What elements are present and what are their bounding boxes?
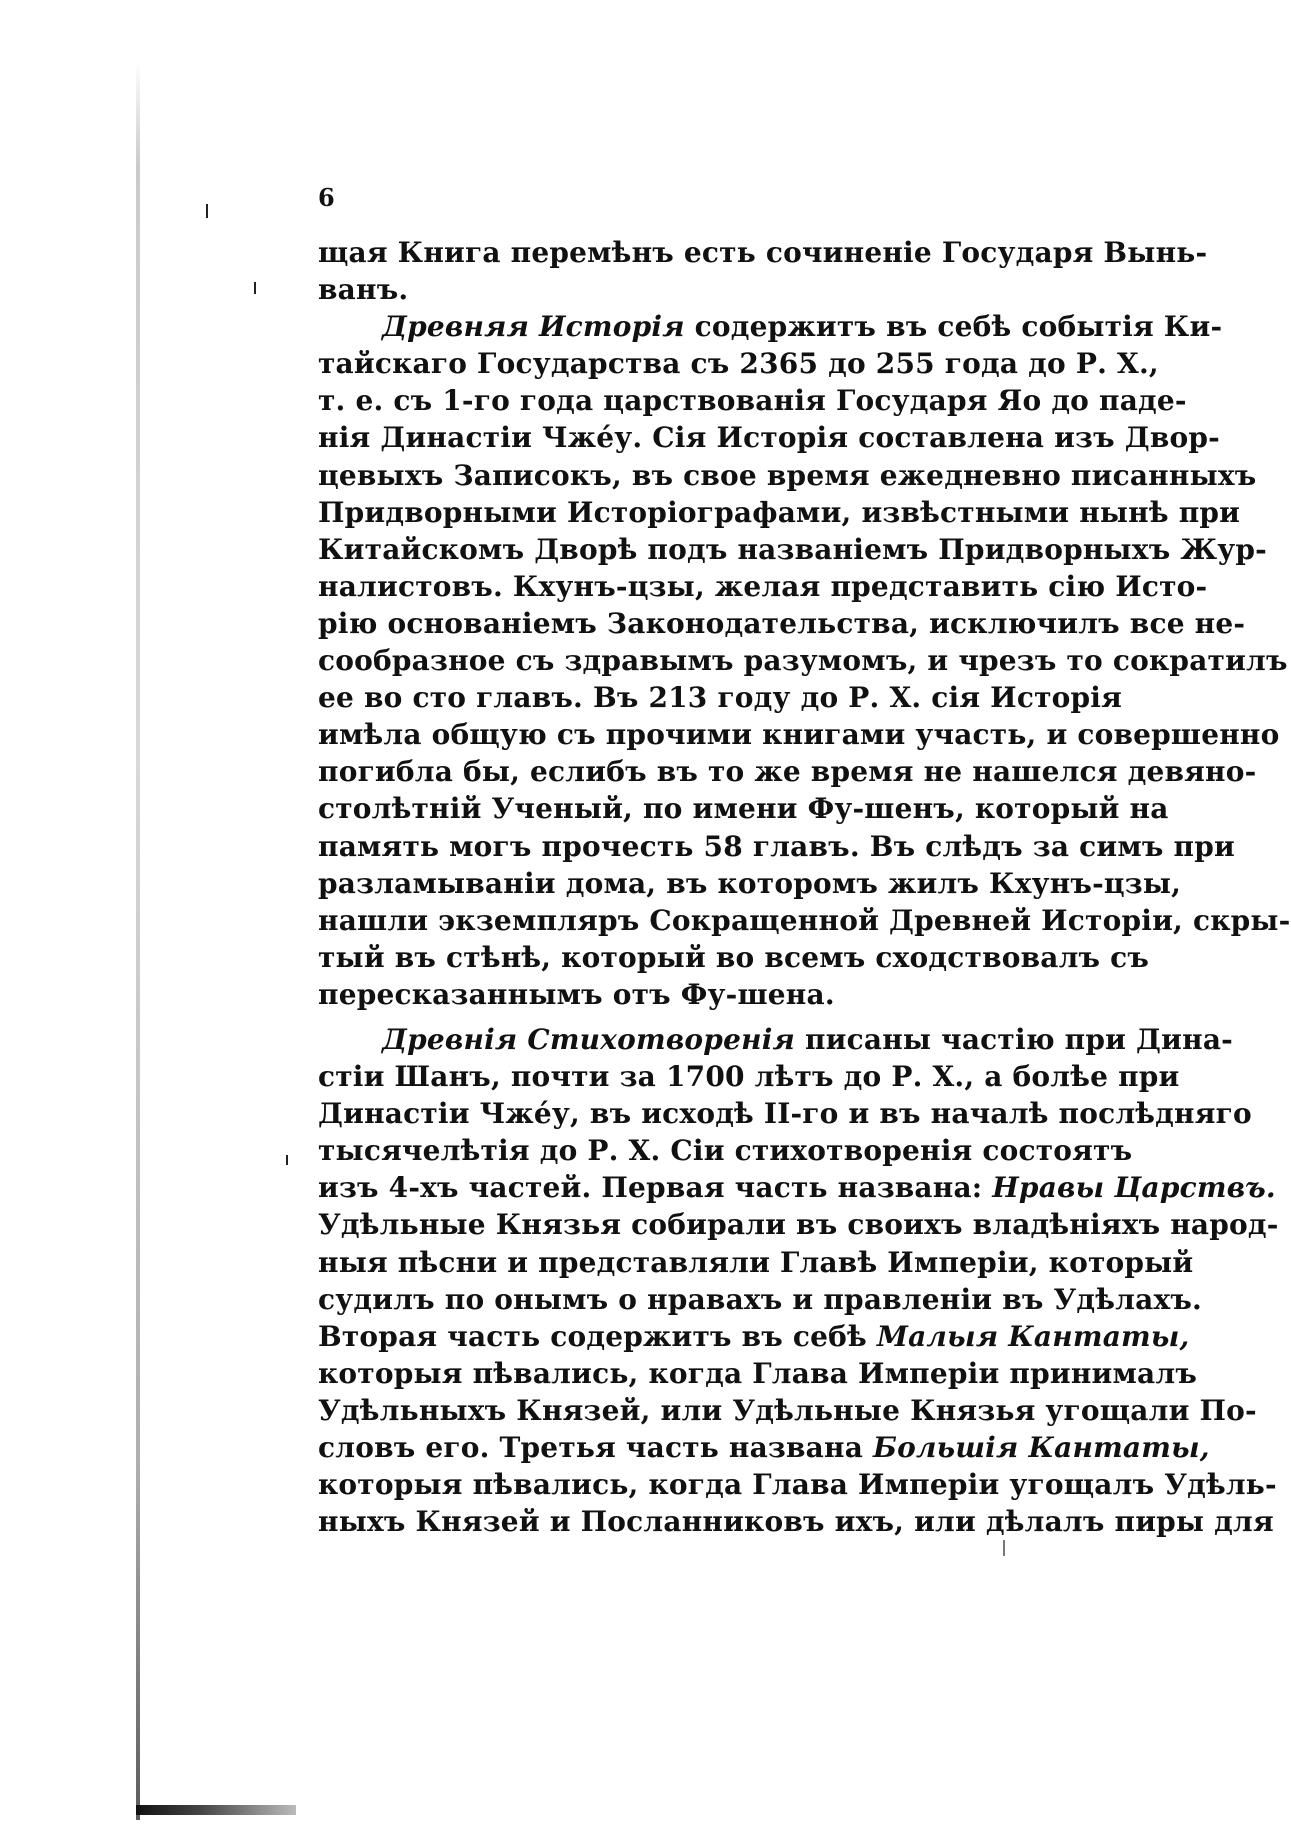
text-run: ее во сто главъ. Въ 213 году до Р. Х. сія Исторія [318,681,1123,715]
text-line [318,716,1280,753]
text-run: ныя пѣсни и представляли Главѣ Имперіи, который [318,1245,1194,1279]
text-line [318,531,1267,568]
text-run: имѣла общую съ прочими книгами участь, и совершенно [318,718,1280,752]
text-line [318,1392,1257,1429]
text-run: изъ 4-хъ частей. Первая часть названа: [318,1171,993,1205]
emphasized-title: Нравы Царствъ. [992,1171,1276,1205]
scan-speck [254,282,256,294]
text-run: словъ его. Третья часть названа [318,1431,873,1464]
text-run: судилъ по онымъ о нравахъ и правленіи въ Удѣлахъ. [318,1282,1202,1316]
text-run: Удѣльныхъ Князей, или Удѣльные Князья угощали По- [318,1393,1257,1427]
text-run: ныхъ Князей и Посланниковъ ихъ, или дѣлалъ пиры для [318,1505,1274,1539]
emphasized-title: Древняя Исторія [382,310,685,344]
text-line [318,1318,1190,1355]
text-line [318,1132,1133,1169]
text-line [318,382,1187,419]
page-corner-shadow [136,1805,296,1815]
text-line [318,976,1070,1013]
text-line [318,1244,1194,1281]
text-run: ванъ. [318,273,409,307]
paragraph [318,308,1291,1013]
scan-speck [206,204,208,218]
text-run: содержитъ въ себѣ событія Ки- [684,310,1223,344]
text-line [318,1169,1276,1206]
text-line [318,345,1159,382]
text-run: Династіи Чжéу, въ исходѣ II-го и въ началѣ послѣдняго [318,1097,1252,1131]
page-number: 6 [318,183,335,212]
text-line [318,1355,1198,1392]
text-run: память могъ прочесть 58 главъ. Въ слѣдъ за симъ при [318,829,1235,863]
text-line [318,605,1246,642]
text-run: рію основаніемъ Законодательства, исключилъ все не- [318,606,1246,640]
text-run: Придворными Исторіографами, извѣстными нынѣ при [318,495,1241,529]
text-run: налистовъ. Кхунъ-цзы, желая представить сію Исто- [318,569,1208,603]
body-text [318,234,1291,1540]
text-line [318,494,1241,531]
text-run: нія Династіи Чжéу. Сія Исторія составлена изъ Двор- [318,421,1220,455]
text-run: писаны частію при Дина- [795,1022,1233,1056]
paragraph [318,234,1208,308]
text-run: погибла бы, еслибъ въ то же время не нашелся девяно- [318,755,1257,789]
text-run: пересказаннымъ отъ Фу-шена. [318,977,835,1011]
text-line [318,1095,1252,1132]
scan-speck [286,1155,288,1165]
page-gutter-shadow [136,60,140,1820]
text-run: которыя пѣвались, когда Глава Имперіи угощалъ Удѣль- [318,1468,1277,1502]
text-run: нашли экземпляръ Сокращенной Древней Исторіи, скры- [318,903,1291,937]
text-run: тый въ стѣнѣ, который во всемъ сходствовалъ съ [318,940,1150,974]
text-line [318,790,1169,827]
text-line [318,865,1182,902]
scan-speck [1003,1540,1005,1556]
emphasized-title: Малыя Кантаты, [876,1319,1190,1353]
emphasized-title: Древнія Стихотворенія [382,1022,796,1056]
text-line [318,457,1257,494]
text-run: стіи Шанъ, почти за 1700 лѣтъ до Р. Х., а болѣе при [318,1060,1180,1094]
text-line [318,828,1235,865]
text-line [318,902,1291,939]
emphasized-title: Большія Кантаты, [872,1431,1210,1464]
text-line [318,419,1220,456]
paragraph [318,1021,1279,1540]
text-run: Удѣльные Князья собирали въ своихъ владѣніяхъ народ- [318,1208,1279,1242]
text-line [318,1281,1202,1318]
text-run: тайскаго Государства съ 2365 до 255 года до Р. Х., [318,347,1159,381]
text-run: щая Книга перемѣнъ есть сочиненіе Государя Вынь- [318,236,1208,269]
text-line [318,1021,1233,1058]
text-run: тысячелѣтія до Р. Х. Сіи стихотворенія состоятъ [318,1134,1133,1168]
text-line [318,1058,1180,1095]
text-line [318,1206,1279,1243]
text-run: разламываніи дома, въ которомъ жилъ Кхунъ-цзы, [318,866,1182,900]
text-line [318,939,1150,976]
text-line [318,1503,1274,1540]
text-run: столѣтній Ученый, по имени Фу-шенъ, который на [318,792,1169,826]
text-line [318,568,1208,605]
text-run: т. е. съ 1-го года царствованія Государя Яо до паде- [318,384,1187,418]
text-line [318,642,1288,679]
text-run: сообразное съ здравымъ разумомъ, и чрезъ то сократилъ [318,644,1288,678]
text-run: Китайскомъ Дворѣ подъ названіемъ Придворныхъ Жур- [318,532,1267,566]
text-line [318,308,1223,345]
text-run: цевыхъ Записокъ, въ свое время ежедневно писанныхъ [318,458,1257,492]
text-line [318,271,1070,308]
text-run: Вторая часть содержитъ въ себѣ [318,1319,877,1353]
text-line [318,679,1123,716]
text-line [318,1466,1277,1503]
text-run: которыя пѣвались, когда Глава Имперіи принималъ [318,1356,1198,1390]
text-line [318,753,1257,790]
text-line [318,234,1208,271]
text-line [318,1429,1210,1466]
